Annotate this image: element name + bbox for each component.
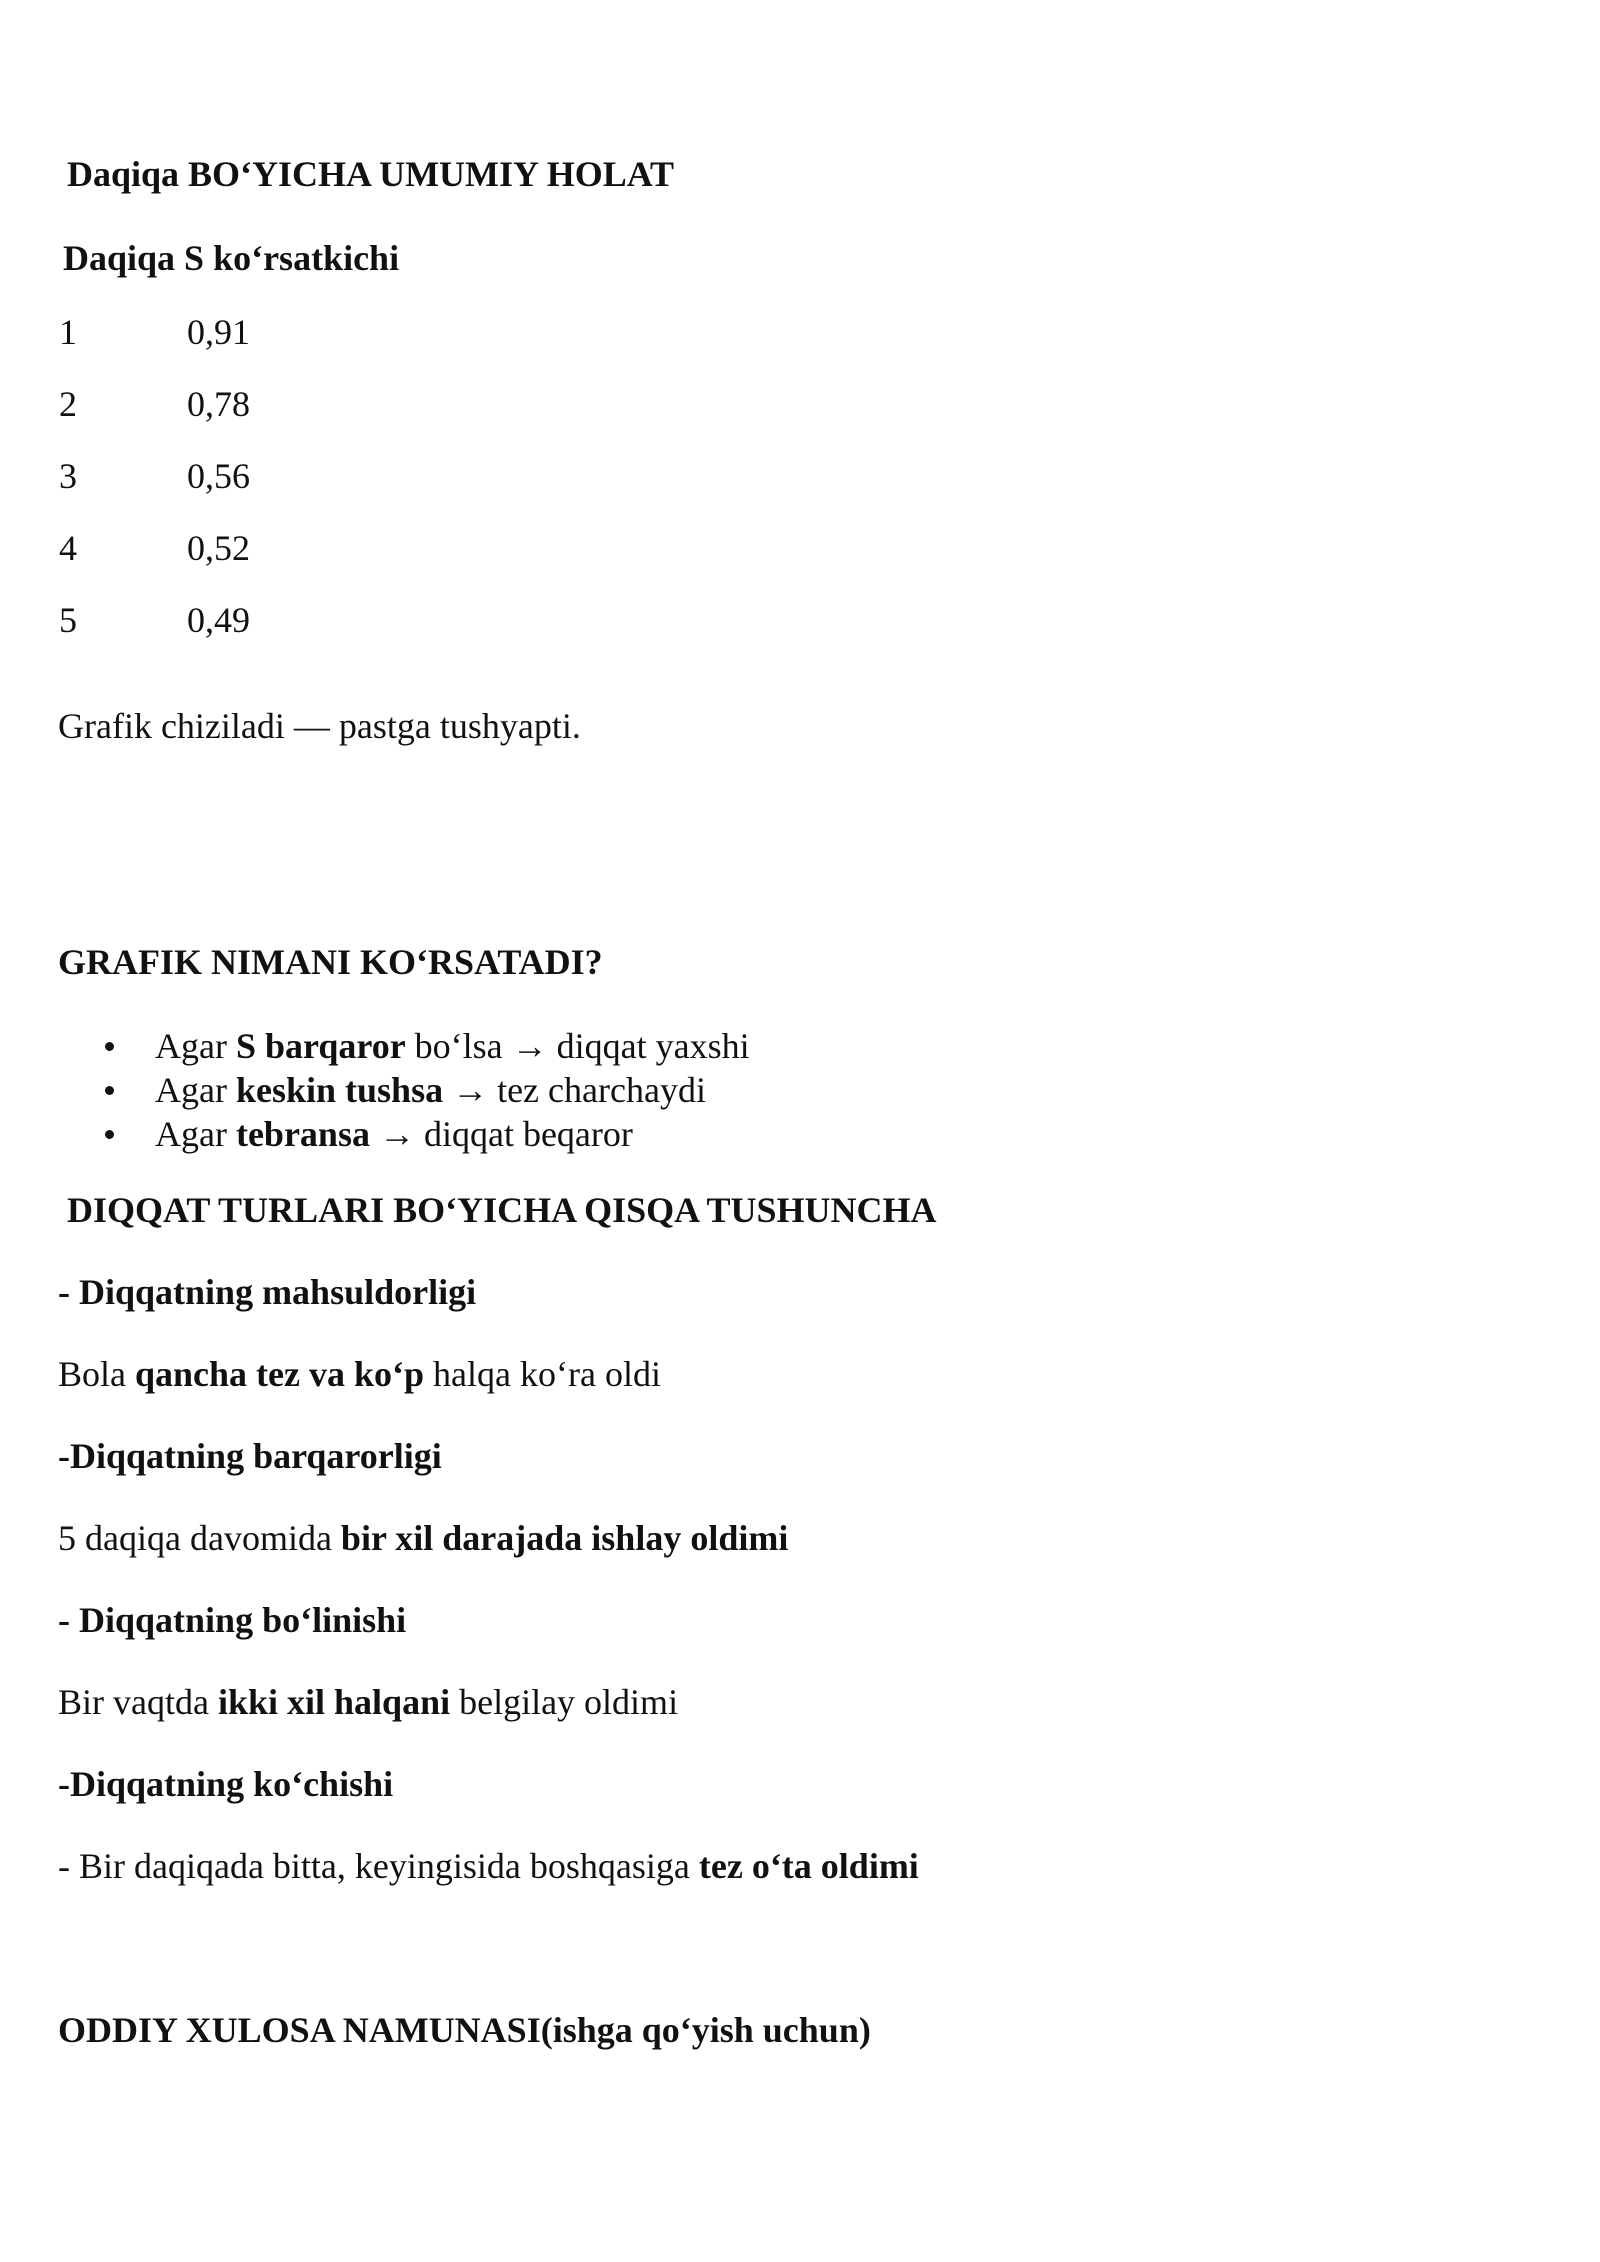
row-minute: 4 [59,528,77,568]
bullet-icon [105,1042,114,1051]
row-value: 0,91 [187,312,250,352]
row-value: 0,78 [187,384,250,424]
bullet-bold-text: tebransa [235,1114,370,1154]
bullet-bold-text: keskin tushsa [235,1070,444,1110]
bullet-text: → tez charchaydi [443,1070,706,1110]
section-description: 5 daqiqa davomida bir xil darajada ishlay oldimi [58,1518,789,1558]
bullet-bold-text: S barqaror [235,1026,406,1066]
table-header: Daqiqa S ko‘rsatkichi [63,238,400,278]
bullet-text: → diqqat beqaror [369,1114,633,1154]
row-minute: 2 [59,384,77,424]
section-title: - Diqqatning mahsuldorligi [58,1272,477,1312]
row-minute: 1 [59,312,77,352]
bullet-icon [105,1130,114,1139]
bullet-text: Agar [155,1070,236,1110]
section-title: -Diqqatning barqarorligi [58,1436,442,1476]
row-minute: 3 [59,456,77,496]
section-description: Bir vaqtda ikki xil halqani belgilay oldimi [58,1682,679,1722]
heading-attention-types: DIQQAT TURLARI BO‘YICHA QISQA TUSHUNCHA [67,1190,937,1230]
graph-note: Grafik chiziladi — pastga tushyapti. [58,706,581,746]
row-value: 0,49 [187,600,250,640]
row-value: 0,56 [187,456,250,496]
section-description: - Bir daqiqada bitta, keyingisida boshqasiga tez o‘ta oldimi [58,1846,919,1886]
bullet-text: Agar [155,1026,236,1066]
bullet-text: Agar [155,1114,236,1154]
row-minute: 5 [59,600,77,640]
heading-general-state: Daqiqa BO‘YICHA UMUMIY HOLAT [67,154,675,194]
heading-what-graph-shows: GRAFIK NIMANI KO‘RSATADI? [58,942,603,982]
section-description: Bola qancha tez va ko‘p halqa ko‘ra oldi [58,1354,661,1394]
heading-conclusion-sample: ODDIY XULOSA NAMUNASI(ishga qo‘yish uchun) [58,2010,871,2050]
section-title: - Diqqatning bo‘linishi [58,1600,407,1640]
row-value: 0,52 [187,528,250,568]
section-title: -Diqqatning ko‘chishi [58,1764,394,1804]
bullet-text: bo‘lsa → diqqat yaxshi [405,1026,750,1066]
bullet-icon [105,1086,114,1095]
